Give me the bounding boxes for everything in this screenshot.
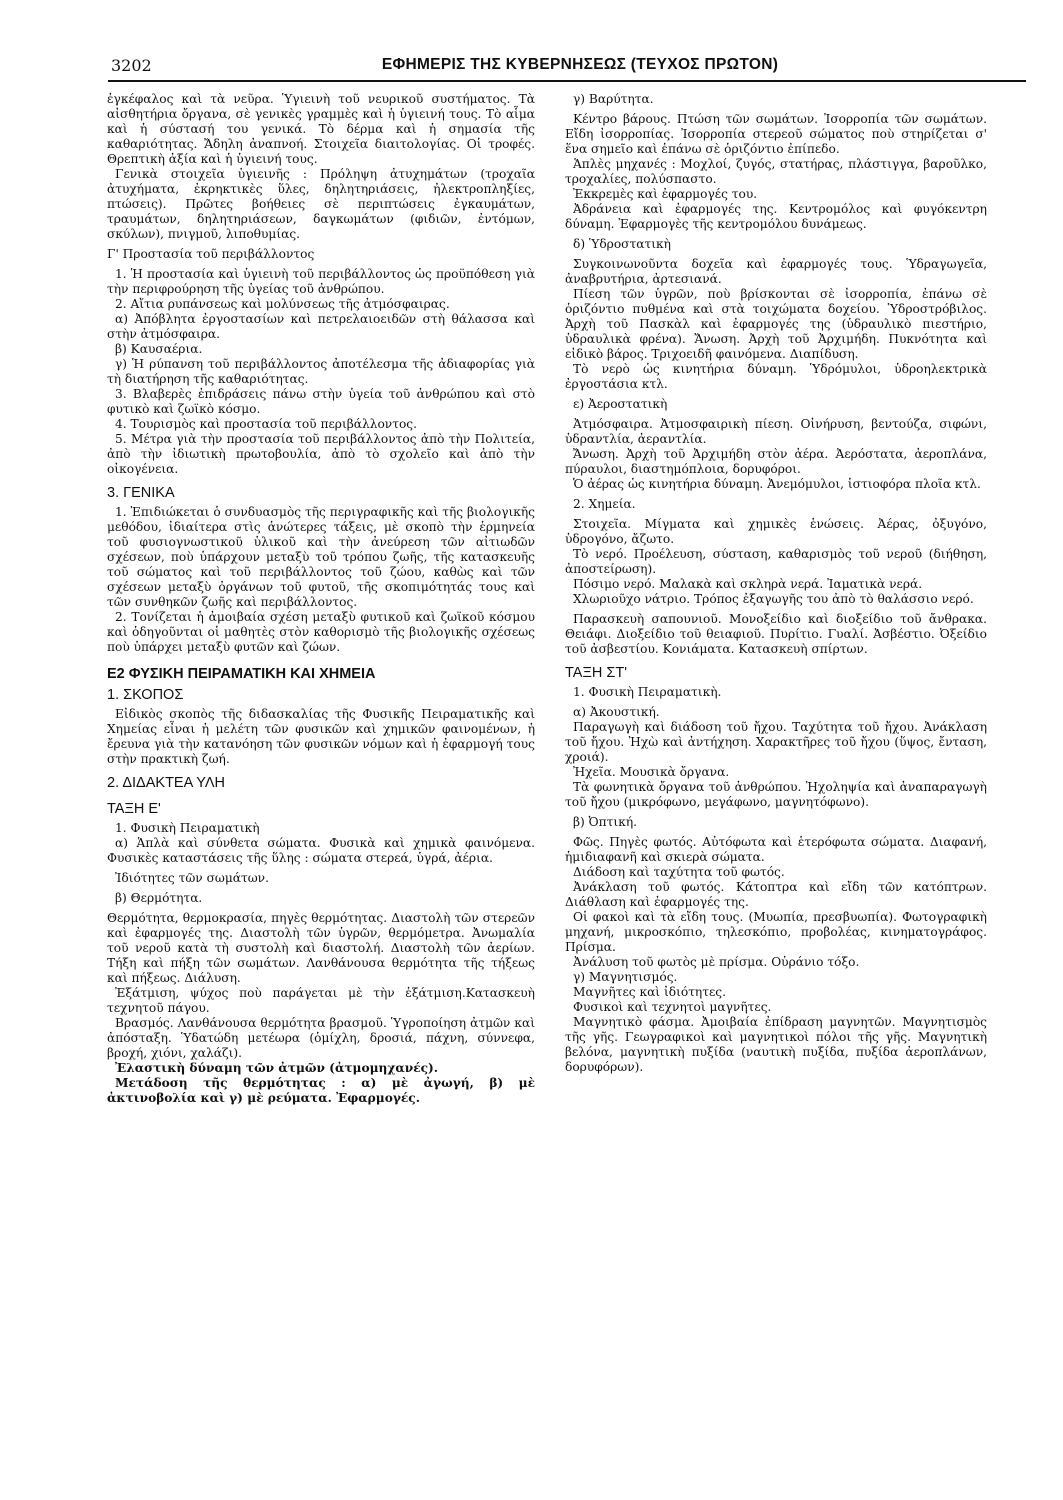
section-heading: Γ' Προστασία τοῦ περιβάλλοντος [107,247,315,261]
paragraph: Ἀδράνεια καὶ ἐφαρμογές της. Κεντρομόλος καὶ φυγόκεντρη δύναμη. Ἐφαρμογὲς τῆς κεντρομόλου δυνάμεως. [565,202,987,231]
paragraph: Βρασμός. Λανθάνουσα θερμότητα βρασμοῦ. Ὑγροποίηση ἀτμῶν καὶ ἀπόσταξη. Ὑδατώδη μετέωρα (ὁμίχλη, δροσιά, πάχνη, σύννεφα, βροχή, χιόνι, χαλάζι). [107,1016,535,1060]
paragraph: Μαγνῆτες καὶ ἰδιότητες. [573,985,726,999]
paragraph: 5. Μέτρα γιὰ τὴν προστασία τοῦ περιβάλλοντος ἀπὸ τὴν Πολιτεία, ἀπὸ τὴν ἰδιωτικὴ πρωτοβουλία, ἀπὸ τὸ σχολεῖο καὶ ἀπὸ τὴν οἰκογένεια. [107,432,535,476]
subsection-heading: 1. Φυσικὴ Πειραματικὴ [115,821,260,835]
paragraph: Ἀνάλυση τοῦ φωτὸς μὲ πρίσμα. Οὐράνιο τόξο. [573,955,860,969]
paragraph: Ἐλαστικὴ δύναμη τῶν ἀτμῶν (ἀτμομηχανές). [115,1061,439,1075]
paragraph: Μαγνητικὸ φάσμα. Ἀμοιβαία ἐπίδραση μαγνητῶν. Μαγνητισμὸς τῆς γῆς. Γεωγραφικοὶ καὶ μαγνητικοὶ πόλοι τῆς γῆς. Μαγνητικὴ βελόνα, μαγνητικὴ πυξίδα (ναυτικὴ πυξίδα, πυξίδα ἀεροπλάνων, δορυφόρων). [565,1015,987,1074]
paragraph: 3. Βλαβερὲς ἐπιδράσεις πάνω στὴν ὑγεία τοῦ ἀνθρώπου καὶ στὸ φυτικὸ καὶ ζωϊκὸ κόσμο. [107,387,535,416]
paragraph: 2. Αἴτια ρυπάνσεως καὶ μολύνσεως τῆς ἀτμόσφαιρας. [115,297,450,311]
paragraph: Ἐκκρεμὲς καὶ ἐφαρμογές του. [573,187,758,201]
paragraph: Θερμότητα, θερμοκρασία, πηγὲς θερμότητας. Διαστολὴ τῶν στερεῶν καὶ ἐφαρμογές της. Διαστολὴ τῶν ὑγρῶν, θερμόμετρα. Ἀνωμαλία τοῦ νεροῦ κατὰ τὴ συστολὴ καὶ διαστολή. Διαστολὴ τῶν ἀερίων. Τήξη καὶ πήξη τῶν σωμάτων. Λανθάνουσα θερμότητα τῆς τήξεως καὶ πήξεως. Διάλυση. [107,911,535,985]
paragraph: Χλωριοῦχο νάτριο. Τρόπος ἐξαγωγῆς του ἀπὸ τὸ θαλάσσιο νερό. [573,592,974,606]
paragraph: 4. Τουρισμὸς καὶ προστασία τοῦ περιβάλλοντος. [115,417,417,431]
paragraph: Ἁπλὲς μηχανές : Μοχλοί, ζυγός, στατήρας, πλάστιγγα, βαροῦλκο, τροχαλίες, πολύσπαστο. [565,157,987,186]
paragraph: Ἠχεῖα. Μουσικὰ ὄργανα. [573,765,730,779]
paragraph: α) Ἁπλὰ καὶ σύνθετα σώματα. Φυσικὰ καὶ χημικὰ φαινόμενα. Φυσικὲς καταστάσεις τῆς ὕλης : σώματα στερεά, ὑγρά, ἀέρια. [107,836,535,865]
paragraph: 1. Ἐπιδιώκεται ὁ συνδυασμὸς τῆς περιγραφικῆς καὶ τῆς βιολογικῆς μεθόδου, ἰδιαίτερα στὶς ἀνώτερες τάξεις, μὲ σκοπὸ τὴν ἑρμηνεία τοῦ φυσιογνωστικοῦ ὑλικοῦ καὶ τὴν ἀνεύρεση τῶν αἰτιωδῶν σχέσεων, ποὺ ὑπάρχουν μεταξὺ τοῦ τρόπου ζωῆς, τῆς κατασκευῆς τοῦ σώματος καὶ τοῦ περιβάλλοντος τοῦ ζώου, καθὼς καὶ τῶν σχέσεων μεταξὺ ὀργάνων τοῦ φυτοῦ, τῆς σκοπιμότητάς τους καὶ τῶν συνθηκῶν ζωῆς καὶ περιβάλλοντος. [107,505,535,609]
left-column [107,92,535,1106]
paragraph: Ἐξάτμιση, ψύχος ποὺ παράγεται μὲ τὴν ἐξάτμιση.Κατασκευὴ τεχνητοῦ πάγου. [107,986,535,1015]
paragraph: 2. Τονίζεται ἡ ἀμοιβαία σχέση μεταξὺ φυτικοῦ καὶ ζωϊκοῦ κόσμου καὶ ὁδηγοῦνται οἱ μαθητὲς στὸν καθορισμὸ τῆς βιολογικῆς σχέσεως ποὺ ὑπάρχει μεταξὺ φυτῶν καὶ ζώων. [107,610,535,654]
paragraph: Ἄνωση. Ἀρχὴ τοῦ Ἀρχιμήδη στὸν ἀέρα. Ἀερόστατα, ἀεροπλάνα, πύραυλοι, διαστημόπλοια, δορυφόροι. [565,447,987,476]
paragraph: Κέντρο βάρους. Πτώση τῶν σωμάτων. Ἰσορροπία τῶν σωμάτων. Εἴδη ἰσορροπίας. Ἰσορροπία στερεοῦ σώματος ποὺ στηρίζεται σ' ἕνα σημεῖο καὶ ἐπάνω σὲ ὁριζόντιο ἐπίπεδο. [565,112,987,156]
paragraph: Γενικὰ στοιχεῖα ὑγιεινῆς : Πρόληψη ἀτυχημάτων (τροχαῖα ἀτυχήματα, ἐκρηκτικὲς ὕλες, δηλητηριάσεις, ἠλεκτροπληξίες, πτώσεις). Πρῶτες βοήθειες σὲ περιπτώσεις ἐγκαυμάτων, τραυμάτων, δηλητηριάσεων, δαγκωμάτων (φιδιῶν, ἐντόμων, σκύλων), πνιγμοῦ, λιποθυμίας. [107,167,535,241]
paragraph: Ἀνάκλαση τοῦ φωτός. Κάτοπτρα καὶ εἴδη τῶν κατόπτρων. Διάθλαση καὶ ἐφαρμογές της. [565,880,987,909]
paragraph: Εἰδικὸς σκοπὸς τῆς διδασκαλίας τῆς Φυσικῆς Πειραματικῆς καὶ Χημείας εἶναι ἡ μελέτη τῶν φυσικῶν καὶ χημικῶν φαινομένων, ἡ ἔρευνα γιὰ τὴν κατανόηση τῶν φυσικῶν νόμων καὶ ἡ ἐφαρμογή τους στὴν πρακτικὴ ζωή. [107,707,535,766]
paragraph: Παραγωγὴ καὶ διάδοση τοῦ ἤχου. Ταχύτητα τοῦ ἤχου. Ἀνάκλαση τοῦ ἤχου. Ἠχὼ καὶ ἀντήχηση. Χαρακτῆρες τοῦ ἤχου (ὕψος, ἔνταση, χροιά). [565,720,987,764]
paragraph: Τὸ νερὸ ὡς κινητήρια δύναμη. Ὑδρόμυλοι, ὑδροηλεκτρικὰ ἐργοστάσια κτλ. [565,362,987,391]
subsection-heading: ε) Ἀεροστατικὴ [573,397,668,411]
subsection-heading: δ) Ὑδροστατικὴ [573,237,671,251]
paragraph: Ὁ ἀέρας ὡς κινητήρια δύναμη. Ἀνεμόμυλοι, ἱστιοφόρα πλοῖα κτλ. [573,477,981,491]
paragraph: Φυσικοὶ καὶ τεχνητοὶ μαγνῆτες. [573,1000,772,1014]
section-heading: 1. ΣΚΟΠΟΣ [107,687,184,703]
paragraph: Οἱ φακοὶ καὶ τὰ εἴδη τους. (Μυωπία, πρεσβυωπία). Φωτογραφικὴ μηχανή, μικροσκόπιο, τηλεσκόπιο, προβολέας, κινηματογράφος. Πρίσμα. [565,910,987,954]
paragraph: Ἰδιότητες τῶν σωμάτων. [115,871,269,885]
subsection-heading: γ) Βαρύτητα. [573,92,654,106]
paragraph: Πίεση τῶν ὑγρῶν, ποὺ βρίσκονται σὲ ἰσορροπία, ἐπάνω σὲ ὁριζόντιο πυθμένα καὶ στὰ τοιχώματα δοχείου. Ὑδροστρόβιλος. Ἀρχὴ τοῦ Πασκὰλ καὶ ἐφαρμογές της (ὑδραυλικὸ πιεστήριο, ὑδραυλικὰ φρένα). Ἄνωση. Ἀρχὴ τοῦ Ἀρχιμήδη. Πυκνότητα καὶ εἰδικὸ βάρος. Τριχοειδῆ φαινόμενα. Διαπίδυση. [565,287,987,361]
subsection-heading: 1. Φυσικὴ Πειραματικὴ. [573,685,722,699]
paragraph: γ) Ἡ ρύπανση τοῦ περιβάλλοντος ἀποτέλεσμα τῆς ἀδιαφορίας γιὰ τὴ διατήρηση τῆς καθαριότητας. [107,357,535,386]
paragraph: α) Ἀπόβλητα ἐργοστασίων καὶ πετρελαιοειδῶν στὴ θάλασσα καὶ στὴν ἀτμόσφαιρα. [107,312,535,341]
subsection-heading: β) Ὀπτική. [573,815,637,829]
chapter-heading: Ε2 ΦΥΣΙΚΗ ΠΕΙΡΑΜΑΤΙΚΗ ΚΑΙ ΧΗΜΕΙΑ [107,666,376,682]
paragraph: 1. Ἡ προστασία καὶ ὑγιεινὴ τοῦ περιβάλλοντος ὡς προϋπόθεση γιὰ τὴν περιφρούρηση τῆς ὑγείας τοῦ ἀνθρώπου. [107,267,535,296]
class-heading: ΤΑΞΗ Ε' [107,801,161,817]
page-number: 3202 [111,56,152,75]
paragraph: Συγκοινωνοῦντα δοχεῖα καὶ ἐφαρμογές τους. Ὑδραγωγεῖα, ἀναβρυτήρια, ἀρτεσιανά. [565,257,987,286]
paragraph: Παρασκευὴ σαπουνιοῦ. Μονοξείδιο καὶ διοξείδιο τοῦ ἄνθρακα. Θειάφι. Διοξείδιο τοῦ θειαφιοῦ. Πυρίτιο. Γυαλί. Ἀσβέστιο. Ὀξείδιο τοῦ ἀσβεστίου. Κονιάματα. Κατασκευὴ σπίρτων. [565,612,987,656]
subsection-heading: α) Ἀκουστική. [573,705,660,719]
paragraph: β) Καυσαέρια. [115,342,203,356]
paragraph: Μετάδοση τῆς θερμότητας : α) μὲ ἀγωγή, β) μὲ ἀκτινοβολία καὶ γ) μὲ ρεύματα. Ἐφαρμογές. [107,1076,535,1105]
paragraph: Στοιχεῖα. Μίγματα καὶ χημικὲς ἑνώσεις. Ἀέρας, ὀξυγόνο, ὑδρογόνο, ἄζωτο. [565,517,987,546]
section-heading: 2. ΔΙΔΑΚΤΕΑ ΥΛΗ [107,775,225,791]
paragraph: Διάδοση καὶ ταχύτητα τοῦ φωτός. [573,865,785,879]
running-head: ΕΦΗΜΕΡΙΣ ΤΗΣ ΚΥΒΕΡΝΗΣΕΩΣ (ΤΕΥΧΟΣ ΠΡΩΤΟΝ) [381,56,779,73]
paragraph: Τὰ φωνητικὰ ὄργανα τοῦ ἀνθρώπου. Ἠχοληψία καὶ ἀναπαραγωγὴ τοῦ ἤχου (μικρόφωνο, μεγάφωνο, μαγνητόφωνο). [565,780,987,809]
subsection-heading: β) Θερμότητα. [115,891,203,905]
subsection-heading: 2. Χημεία. [573,497,636,511]
subsection-heading: γ) Μαγνητισμός. [573,970,678,984]
paragraph: Ἀτμόσφαιρα. Ἀτμοσφαιρικὴ πίεση. Οἰνήρυση, βεντούζα, σιφώνι, ὑδραντλία, ἀεραντλία. [565,417,987,446]
paragraph: ἐγκέφαλος καὶ τὰ νεῦρα. Ὑγιεινὴ τοῦ νευρικοῦ συστήματος. Τὰ αἰσθητήρια ὄργανα, σὲ γενικὲς γραμμὲς καὶ ἡ ὑγιεινή τους. Τὸ αἷμα καὶ ἡ σύστασή του γενικά. Τὸ δέρμα καὶ ἡ σημασία τῆς καθαριότητας. Ἄδηλη ἀναπνοή. Στοιχεῖα διαιτολογίας. Οἱ τροφές. Θρεπτικὴ ἀξία καὶ ἡ ὑγιεινή τους. [107,92,535,166]
paragraph: Πόσιμο νερό. Μαλακὰ καὶ σκληρὰ νερά. Ἰαματικὰ νερά. [573,577,923,591]
header-rule [108,80,1026,82]
class-heading: ΤΑΞΗ ΣΤ' [565,665,627,681]
section-heading: 3. ΓΕΝΙΚΑ [107,485,175,501]
paragraph: Φῶς. Πηγὲς φωτός. Αὐτόφωτα καὶ ἑτερόφωτα σώματα. Διαφανή, ἡμιδιαφανῆ καὶ σκιερὰ σώματα. [565,835,987,864]
paragraph: Τὸ νερό. Προέλευση, σύσταση, καθαρισμὸς τοῦ νεροῦ (διήθηση, ἀποστείρωση). [565,547,987,576]
right-column [565,92,987,1075]
